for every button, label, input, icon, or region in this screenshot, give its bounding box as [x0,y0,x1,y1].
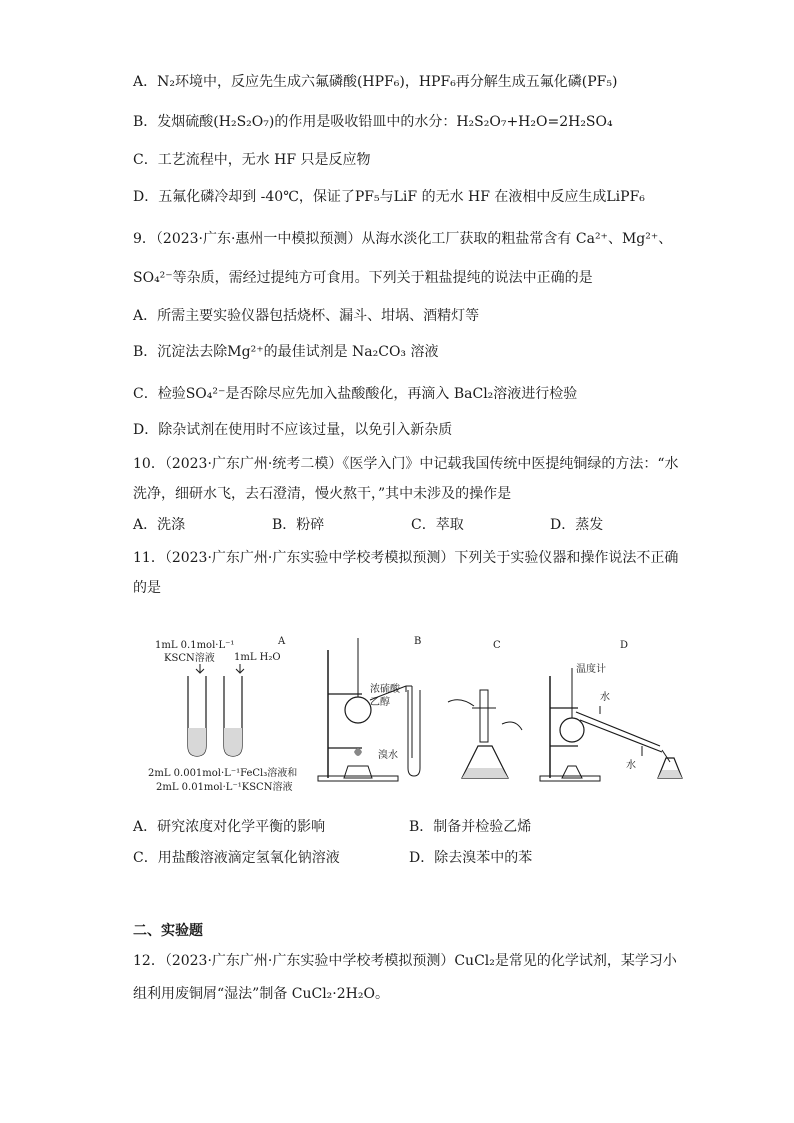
q9-option-c: C．检验SO₄²⁻是否除尽应先加入盐酸酸化，再滴入 BaCl₂溶液进行检验 [133,386,578,402]
q9-option-d: D．除杂试剂在使用时不应该过量，以免引入新杂质 [133,422,453,438]
q10-stem-line1: 10．（2023·广东广州·统考二模）《医学入门》中记载我国传统中医提纯铜绿的方法：“水 [133,456,679,472]
fig-d-water-in: 水 [600,692,610,703]
fig-label-b: B [414,636,422,647]
fig-label-a: A [278,636,286,647]
receiving-flask-d [658,758,682,778]
q10-option-a: A．洗涤 [133,517,186,533]
q8-option-c: C．工艺流程中，无水 HF 只是反应物 [133,152,371,168]
fig-a-reagent-line1: 1mL 0.1mol·L⁻¹ [155,640,235,651]
fig-a-solution-line2: 2mL 0.01mol·L⁻¹KSCN溶液 [156,782,293,793]
q9-stem-line1: 9．（2023·广东·惠州一中模拟预测）从海水淡化工厂获取的粗盐常含有 Ca²⁺、Mg²⁺、 [133,231,673,247]
q10-stem-line2: 洗净，细研水飞，去石澄清，慢火熬干，”其中未涉及的操作是 [133,486,512,502]
fig-a-reagent-line2: KSCN溶液 [164,653,215,664]
q11-option-a: A．研究浓度对化学平衡的影响 [133,819,326,835]
fig-d-thermometer: 温度计 [576,664,606,675]
burner-b [344,748,372,778]
gas-tube-b [406,686,420,776]
q12-stem-line1: 12．（2023·广东广州·广东实验中学校考模拟预测）CuCl₂是常见的化学试剂，某学习小 [133,953,677,969]
fig-a-solution-line1: 2mL 0.001mol·L⁻¹FeCl₃溶液和 [148,768,298,779]
q10-option-b: B．粉碎 [272,517,325,533]
q9-stem-line2: SO₄²⁻等杂质，需经过提纯方可食用。下列关于粗盐提纯的说法中正确的是 [133,270,593,286]
q8-option-a: A．N₂环境中，反应先生成六氟磷酸(HPF₆)，HPF₆再分解生成五氟化磷(PF₅) [133,74,618,90]
q11-option-c: C．用盐酸溶液滴定氢氧化钠溶液 [133,850,340,866]
fig-a-water: 1mL H₂O [234,652,281,663]
q8-option-d: D．五氟化磷冷却到 -40℃，保证了PF₅与LiF 的无水 HF 在液相中反应生成LiPF₆ [133,189,645,205]
test-tube-left [188,676,206,756]
distillation-flask-d [560,668,584,778]
q8-option-b: B．发烟硫酸(H₂S₂O₇)的作用是吸收铅皿中的水分：H₂S₂O₇+H₂O=2H₂SO₄ [133,114,613,130]
q11-option-d: D．除去溴苯中的苯 [409,850,533,866]
q9-option-a: A．所需主要实验仪器包括烧杯、漏斗、坩埚、酒精灯等 [133,308,480,324]
q10-option-d: D．蒸发 [550,517,604,533]
test-tube-right [224,676,242,756]
burette-c [448,690,522,742]
q12-stem-line2: 组利用废铜屑“湿法”制备 CuCl₂·2H₂O。 [133,986,389,1002]
iron-stand-d [540,676,600,781]
condenser-d [576,706,670,762]
section-heading: 二、实验题 [133,923,203,939]
q10-option-c: C．萃取 [411,517,464,533]
fig-b-ethanol: 乙醇 [370,697,390,708]
q11-stem-line2: 的是 [133,580,161,596]
fig-b-bromine-water: 溴水 [378,750,398,761]
q11-stem-line1: 11．（2023·广东广州·广东实验中学校考模拟预测）下列关于实验仪器和操作说法不正确 [133,550,679,566]
q9-option-b: B．沉淀法去除Mg²⁺的最佳试剂是 Na₂CO₃ 溶液 [133,344,439,360]
fig-d-water-out: 水 [626,760,636,771]
fig-b-acid: 浓硫酸 [370,684,400,695]
conical-flask-c [462,746,508,778]
fig-label-c: C [493,640,501,651]
fig-label-d: D [620,640,629,651]
apparatus-figure [130,628,700,798]
q11-option-b: B．制备并检验乙烯 [409,819,532,835]
